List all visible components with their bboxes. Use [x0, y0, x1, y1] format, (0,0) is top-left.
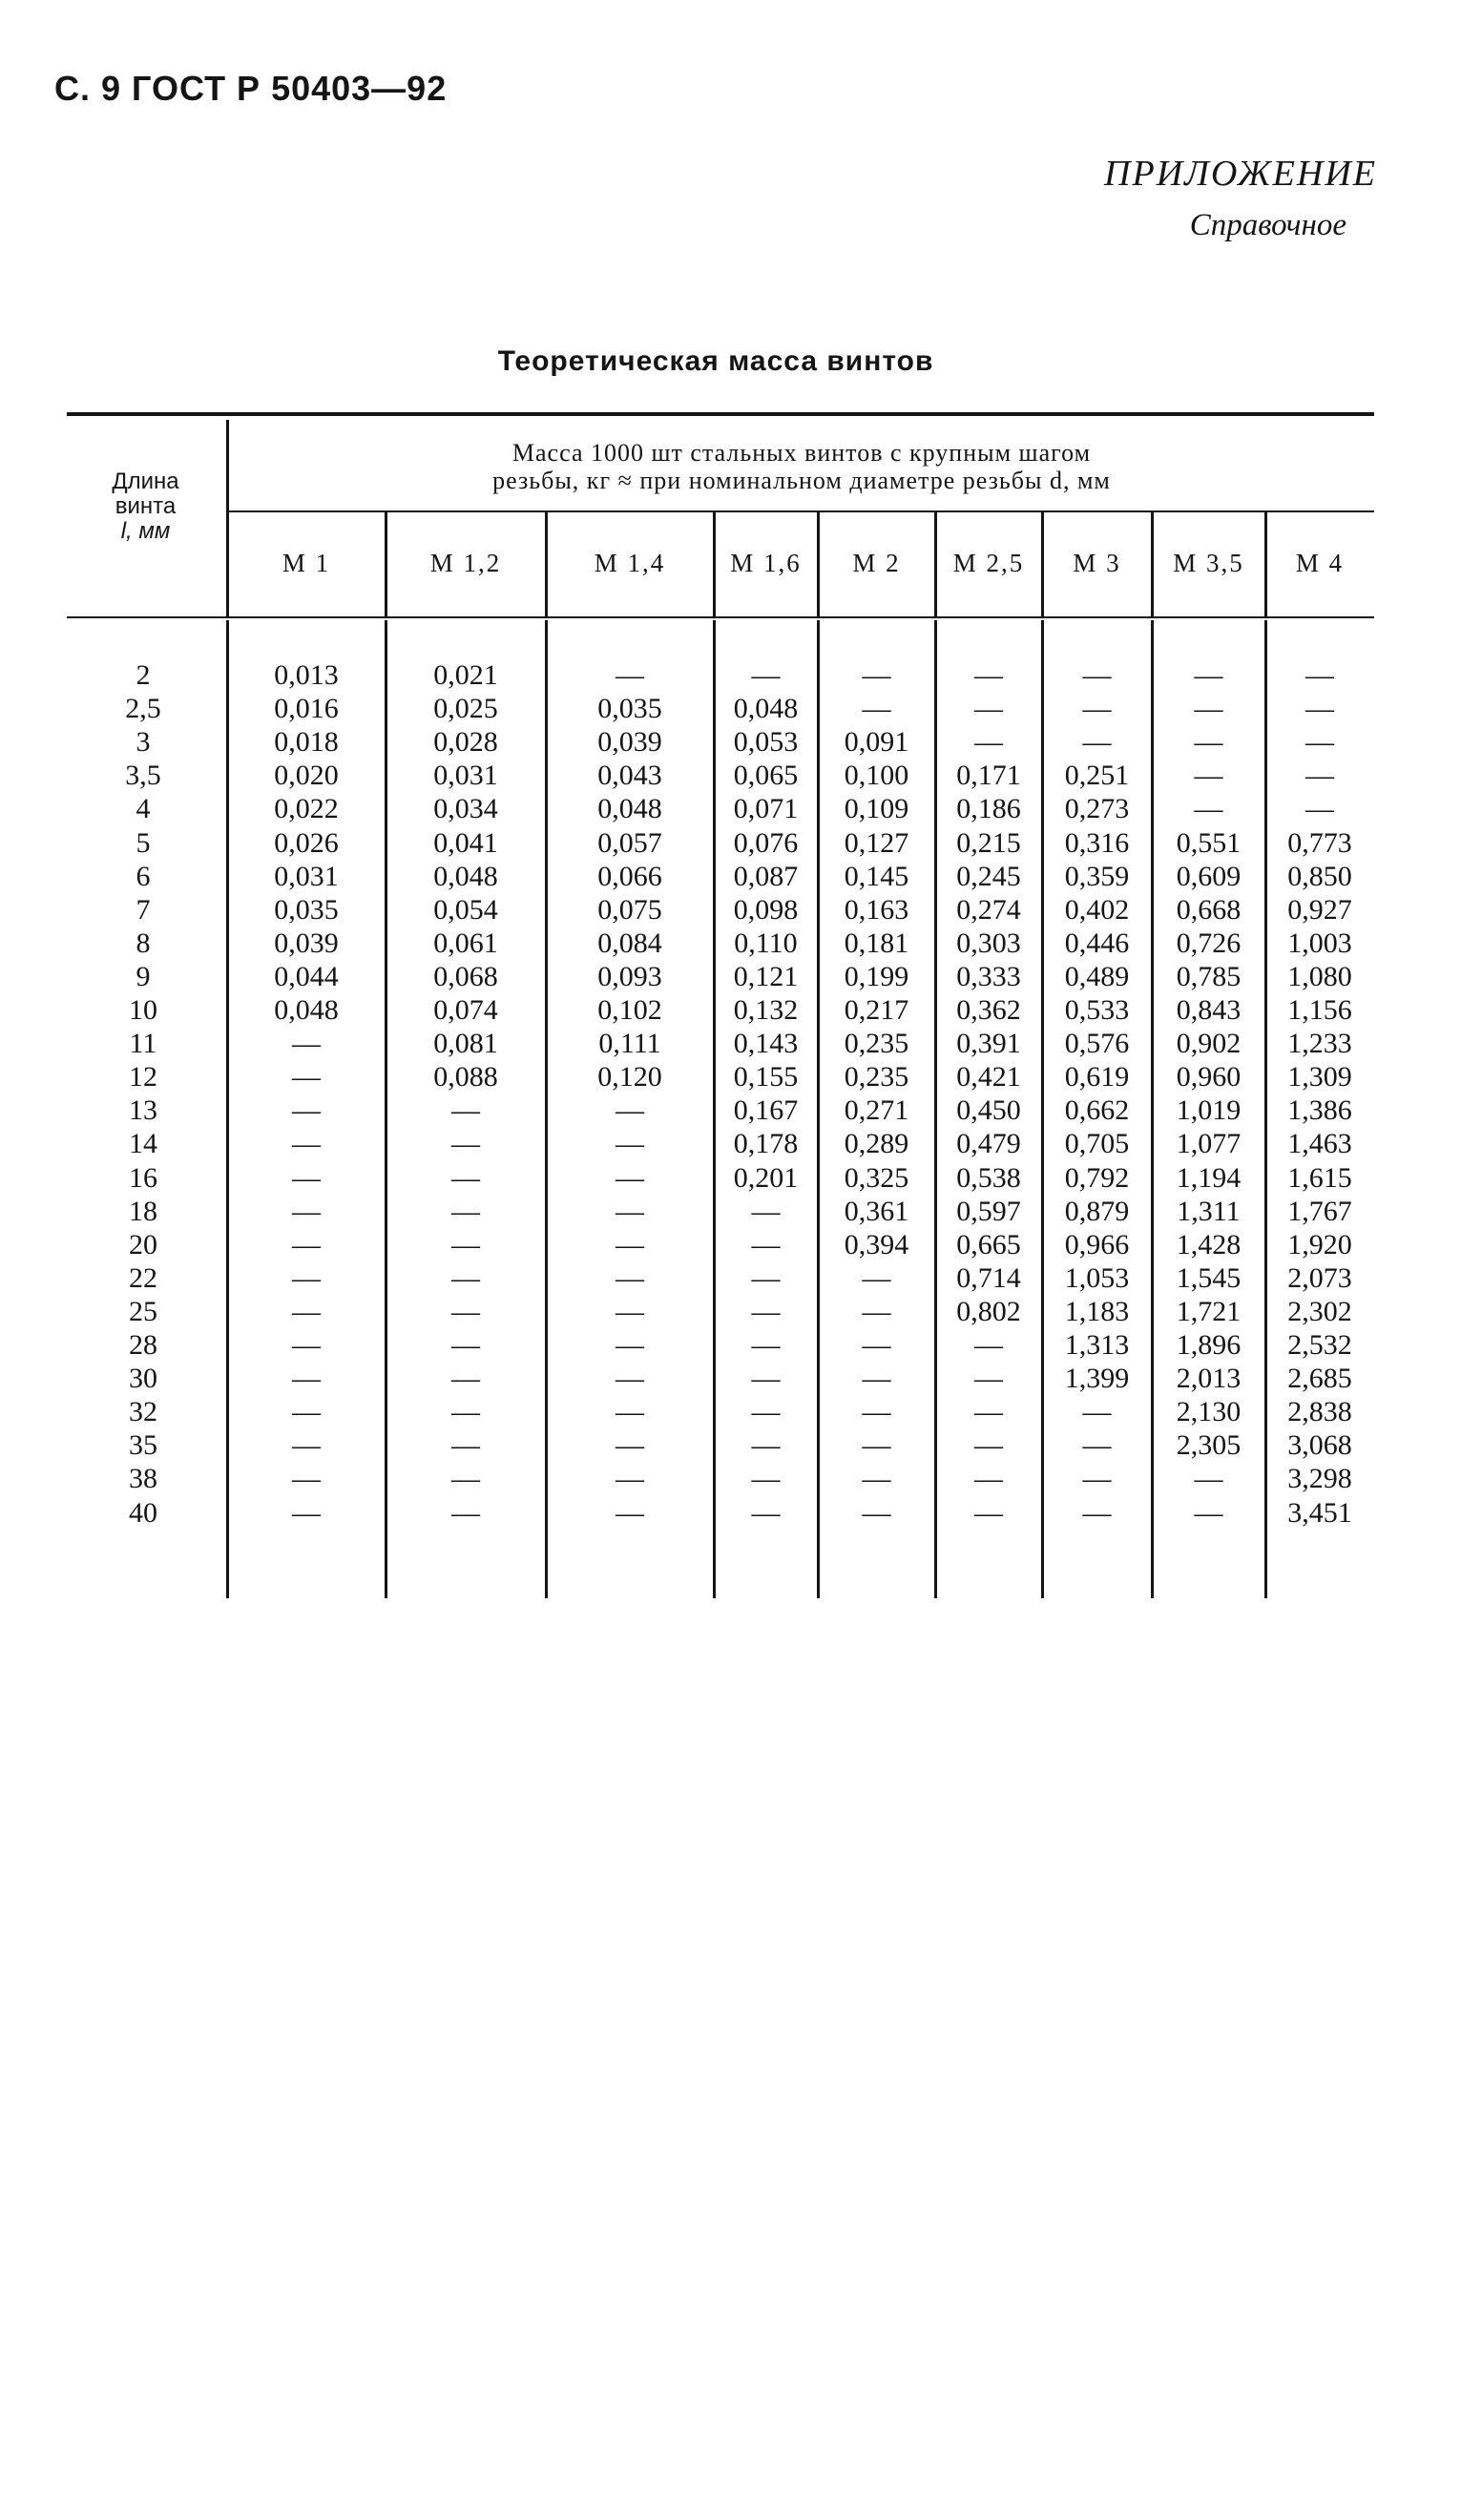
mass-cell: 1,896	[1176, 1329, 1242, 1361]
mass-cell: —	[616, 1295, 644, 1327]
length-cell: 7	[136, 893, 151, 926]
mass-cell: 0,538	[956, 1161, 1021, 1194]
length-header	[76, 469, 215, 544]
mass-cell: —	[451, 1128, 480, 1160]
mass-cell: —	[451, 1228, 480, 1260]
mass-cell: 1,545	[1176, 1261, 1242, 1294]
mass-cell: 2,302	[1287, 1295, 1352, 1327]
mass-cell: 0,034	[433, 793, 498, 825]
mass-cell: 0,109	[844, 793, 909, 825]
length-cell: 32	[129, 1396, 157, 1428]
column-header: М 2,5	[952, 549, 1025, 577]
mass-cell: 1,309	[1287, 1061, 1352, 1093]
mass-cell: 3,298	[1287, 1463, 1352, 1495]
mass-cell: 0,394	[844, 1228, 909, 1260]
header-column-divider	[713, 512, 716, 616]
mass-cell: 0,035	[597, 693, 662, 725]
mass-caption	[229, 439, 1374, 494]
mass-cell: —	[974, 726, 1003, 759]
length-cell: 5	[136, 826, 151, 859]
mass-cell: 1,428	[1176, 1228, 1242, 1260]
mass-cell: —	[616, 1496, 644, 1529]
mass-cell: 0,850	[1287, 860, 1352, 892]
mass-cell: 1,053	[1064, 1261, 1130, 1294]
mass-cell: 0,271	[844, 1094, 909, 1127]
mass-cell: —	[616, 1128, 644, 1160]
mass-cell: 0,726	[1176, 927, 1242, 959]
mass-cell: 0,044	[274, 960, 339, 992]
mass-cell: 1,920	[1287, 1228, 1352, 1260]
column-header: М 2	[852, 549, 901, 577]
mass-cell: 0,091	[844, 726, 909, 759]
mass-cell: —	[616, 1363, 644, 1395]
column-header: М 1,6	[730, 549, 802, 577]
mass-cell: 2,013	[1176, 1363, 1242, 1395]
mass-cell: 1,080	[1287, 960, 1352, 992]
table-title: Теоретическая масса винтов	[497, 345, 934, 377]
mass-cell: 0,098	[733, 893, 799, 926]
mass-cell: —	[292, 1028, 321, 1060]
mass-cell: —	[292, 1061, 321, 1093]
mass-cell: 0,031	[274, 860, 339, 892]
mass-cell: 0,235	[844, 1028, 909, 1060]
length-cell: 4	[136, 793, 151, 825]
length-cell: 9	[136, 960, 151, 992]
mass-cell: 0,043	[597, 760, 662, 792]
mass-cell: —	[1082, 726, 1112, 759]
mass-cell: 0,120	[597, 1061, 662, 1093]
mass-cell: 0,668	[1176, 893, 1242, 926]
mass-cell: 0,178	[733, 1128, 799, 1160]
mass-cell: —	[616, 1396, 644, 1428]
mass-cell: 1,386	[1287, 1094, 1352, 1127]
mass-cell: 0,163	[844, 893, 909, 926]
mass-cell: —	[1194, 693, 1223, 725]
mass-cell: 0,361	[844, 1195, 909, 1227]
mass-cell: 0,039	[597, 726, 662, 759]
mass-cell: 0,020	[274, 760, 339, 792]
mass-cell: —	[862, 1496, 891, 1529]
mass-cell: —	[292, 1094, 321, 1127]
appendix-subtitle: Справочное	[1189, 208, 1346, 242]
length-cell: 35	[129, 1429, 157, 1462]
mass-cell: 0,088	[433, 1061, 498, 1093]
mass-cell: 0,054	[433, 893, 498, 926]
mass-cell: 1,077	[1176, 1128, 1242, 1160]
mass-cell: —	[1082, 693, 1112, 725]
mass-cell: —	[292, 1329, 321, 1361]
mass-cell: 0,576	[1064, 1028, 1130, 1060]
mass-cell: —	[862, 1363, 891, 1395]
mass-cell: —	[862, 693, 891, 725]
mass-cell: 0,068	[433, 960, 498, 992]
mass-cell: —	[616, 1463, 644, 1495]
mass-cell: —	[862, 1429, 891, 1462]
mass-cell: 0,273	[1064, 793, 1130, 825]
mass-cell: —	[616, 1228, 644, 1260]
mass-cell: —	[974, 1463, 1003, 1495]
mass-cell: 0,402	[1064, 893, 1130, 926]
mass-cell: —	[751, 1363, 781, 1395]
mass-cell: —	[292, 1463, 321, 1495]
mass-cell: 0,110	[734, 927, 798, 959]
mass-cell: 0,533	[1064, 994, 1130, 1026]
mass-cell: 1,313	[1064, 1329, 1130, 1361]
mass-cell: 0,025	[433, 693, 498, 725]
mass-cell: 0,145	[844, 860, 909, 892]
mass-cell: —	[1194, 793, 1223, 825]
length-cell: 14	[129, 1128, 157, 1160]
mass-cell: 0,016	[274, 693, 339, 725]
mass-cell: —	[451, 1396, 480, 1428]
mass-cell: 0,362	[956, 994, 1021, 1026]
mass-cell: —	[974, 1496, 1003, 1529]
length-cell: 13	[129, 1094, 157, 1127]
mass-cell: —	[1305, 726, 1334, 759]
mass-cell: 1,194	[1176, 1161, 1242, 1194]
mass-cell: 1,615	[1287, 1161, 1352, 1194]
mass-cell: —	[451, 1329, 480, 1361]
mass-cell: 0,048	[733, 693, 799, 725]
mass-cell: —	[751, 1228, 781, 1260]
mass-cell: —	[862, 1261, 891, 1294]
mass-cell: —	[451, 1496, 480, 1529]
mass-cell: 0,217	[844, 994, 909, 1026]
mass-cell: —	[1082, 1429, 1112, 1462]
mass-cell: 0,132	[733, 994, 799, 1026]
mass-cell: —	[751, 1261, 781, 1294]
length-cell: 18	[129, 1195, 157, 1227]
mass-cell: 0,792	[1064, 1161, 1130, 1194]
mass-cell: 0,087	[733, 860, 799, 892]
mass-cell: 0,551	[1176, 826, 1242, 859]
mass-cell: —	[1082, 1396, 1112, 1428]
mass-cell: 0,102	[597, 994, 662, 1026]
mass-cell: —	[616, 1329, 644, 1361]
length-cell: 6	[136, 860, 151, 892]
mass-cell: 0,028	[433, 726, 498, 759]
mass-cell: —	[1305, 693, 1334, 725]
mass-cell: —	[974, 1329, 1003, 1361]
header-bottom-rule	[67, 616, 1374, 618]
mass-cell: 0,597	[956, 1195, 1021, 1227]
mass-cell: 0,843	[1176, 994, 1242, 1026]
mass-cell: 3,451	[1287, 1496, 1352, 1529]
length-cell: 2,5	[125, 693, 161, 725]
mass-cell: —	[451, 1295, 480, 1327]
mass-cell: 0,031	[433, 760, 498, 792]
mass-cell: —	[292, 1295, 321, 1327]
mass-cell: 0,199	[844, 960, 909, 992]
mass-cell: 0,966	[1064, 1228, 1130, 1260]
appendix-title: ПРИЛОЖЕНИЕ	[1104, 154, 1377, 194]
mass-cell: 0,215	[956, 826, 1021, 859]
mass-cell: 0,018	[274, 726, 339, 759]
mass-cell: 0,479	[956, 1128, 1021, 1160]
mass-cell: —	[292, 1228, 321, 1260]
length-cell: 38	[129, 1463, 157, 1495]
mass-caption-line: Масса 1000 шт стальных винтов с крупным шагом	[511, 439, 1092, 467]
mass-cell: 0,167	[733, 1094, 799, 1127]
mass-cell: 0,665	[956, 1228, 1021, 1260]
mass-cell: 2,130	[1176, 1396, 1242, 1428]
mass-cell: —	[862, 659, 891, 691]
mass-cell: 0,143	[733, 1028, 799, 1060]
mass-cell: 0,960	[1176, 1061, 1242, 1093]
length-cell: 11	[129, 1028, 157, 1060]
mass-cell: 0,071	[733, 793, 799, 825]
mass-cell: 0,714	[956, 1261, 1021, 1294]
mass-cell: —	[292, 1128, 321, 1160]
length-cell: 20	[129, 1228, 157, 1260]
mass-cell: 0,785	[1176, 960, 1242, 992]
header-column-divider	[817, 512, 820, 616]
mass-cell: 0,359	[1064, 860, 1130, 892]
mass-cell: —	[1194, 659, 1223, 691]
mass-cell: 2,685	[1287, 1363, 1352, 1395]
length-cell: 30	[129, 1363, 157, 1395]
mass-cell: —	[616, 1261, 644, 1294]
mass-cell: 0,186	[956, 793, 1021, 825]
mass-cell: —	[292, 1161, 321, 1194]
mass-cell: 1,156	[1287, 994, 1352, 1026]
mass-cell: 1,311	[1177, 1195, 1241, 1227]
mass-cell: —	[974, 693, 1003, 725]
mass-cell: —	[862, 1295, 891, 1327]
mass-cell: 0,245	[956, 860, 1021, 892]
page-header: С. 9 ГОСТ Р 50403—92	[54, 69, 448, 108]
column-header: М 1,4	[594, 549, 666, 577]
mass-cell: —	[616, 1161, 644, 1194]
mass-cell: 0,879	[1064, 1195, 1130, 1227]
mass-cell: 1,399	[1064, 1363, 1130, 1395]
header-column-divider	[1041, 512, 1044, 616]
mass-cell: 3,068	[1287, 1429, 1352, 1462]
mass-cell: —	[292, 1195, 321, 1227]
length-header-line: l, мм	[120, 518, 171, 544]
mass-cell: 0,274	[956, 893, 1021, 926]
mass-cell: 0,065	[733, 760, 799, 792]
mass-cell: 0,074	[433, 994, 498, 1026]
mass-cell: 0,489	[1064, 960, 1130, 992]
length-cell: 22	[129, 1261, 157, 1294]
header-column-divider	[934, 512, 937, 616]
mass-cell: 0,316	[1064, 826, 1130, 859]
length-cell: 10	[129, 994, 157, 1026]
mass-cell: 0,902	[1176, 1028, 1242, 1060]
length-cell: 16	[129, 1161, 157, 1194]
mass-cell: 0,802	[956, 1295, 1021, 1327]
mass-cell: 0,609	[1176, 860, 1242, 892]
mass-cell: 0,446	[1064, 927, 1130, 959]
mass-cell: 0,111	[598, 1028, 661, 1060]
mass-cell: —	[1194, 726, 1223, 759]
mass-cell: 0,155	[733, 1061, 799, 1093]
header-column-divider	[1264, 512, 1267, 616]
mass-cell: —	[751, 1195, 781, 1227]
mass-cell: 0,289	[844, 1128, 909, 1160]
mass-cell: —	[1194, 1463, 1223, 1495]
mass-cell: 1,019	[1176, 1094, 1242, 1127]
mass-cell: 0,773	[1287, 826, 1352, 859]
mass-cell: —	[1082, 659, 1112, 691]
mass-cell: —	[751, 659, 781, 691]
mass-cell: —	[1082, 1496, 1112, 1529]
mass-cell: —	[1305, 760, 1334, 792]
column-header: М 3	[1073, 549, 1121, 577]
mass-cell: 1,003	[1287, 927, 1352, 959]
header-column-divider	[226, 420, 229, 616]
mass-caption-line: резьбы, кг ≈ при номинальном диаметре резьбы d, мм	[492, 467, 1111, 494]
length-cell: 3,5	[125, 760, 161, 792]
header-column-divider	[1151, 512, 1154, 616]
mass-cell: 0,061	[433, 927, 498, 959]
mass-cell: 0,121	[733, 960, 799, 992]
mass-cell: —	[451, 1261, 480, 1294]
mass-cell: 0,075	[597, 893, 662, 926]
mass-cell: 0,705	[1064, 1128, 1130, 1160]
mass-cell: 2,532	[1287, 1329, 1352, 1361]
length-cell: 25	[129, 1295, 157, 1327]
mass-cell: —	[1305, 659, 1334, 691]
mass-cell: 0,022	[274, 793, 339, 825]
mass-cell: —	[616, 1195, 644, 1227]
mass-cell: 0,084	[597, 927, 662, 959]
mass-cell: —	[751, 1295, 781, 1327]
mass-cell: 0,093	[597, 960, 662, 992]
mass-cell: 0,450	[956, 1094, 1021, 1127]
mass-cell: 0,053	[733, 726, 799, 759]
mass-cell: 0,048	[433, 860, 498, 892]
mass-cell: 0,325	[844, 1161, 909, 1194]
mass-cell: —	[292, 1363, 321, 1395]
column-header: М 1	[282, 549, 331, 577]
column-header: М 3,5	[1173, 549, 1244, 577]
mass-cell: —	[616, 659, 644, 691]
mass-cell: 0,927	[1287, 893, 1352, 926]
mass-cell: 0,619	[1064, 1061, 1130, 1093]
mass-cell: 1,721	[1176, 1295, 1242, 1327]
mass-cell: —	[292, 1261, 321, 1294]
mass-cell: 0,100	[844, 760, 909, 792]
mass-cell: —	[451, 1195, 480, 1227]
mass-cell: —	[751, 1396, 781, 1428]
mass-cell: 1,463	[1287, 1128, 1352, 1160]
length-cell: 8	[136, 927, 151, 959]
mass-cell: 0,201	[733, 1161, 799, 1194]
mass-cell: 0,048	[597, 793, 662, 825]
mass-cell: 0,303	[956, 927, 1021, 959]
mass-cell: —	[974, 1429, 1003, 1462]
mass-cell: —	[862, 1329, 891, 1361]
mass-cell: 0,039	[274, 927, 339, 959]
mass-cell: —	[974, 1396, 1003, 1428]
mass-cell: 0,041	[433, 826, 498, 859]
mass-cell: —	[451, 1429, 480, 1462]
mass-cell: —	[751, 1429, 781, 1462]
mass-cell: 0,081	[433, 1028, 498, 1060]
mass-cell: —	[751, 1463, 781, 1495]
length-cell: 2	[136, 659, 151, 691]
mass-cell: 2,305	[1176, 1429, 1242, 1462]
mass-cell: —	[616, 1094, 644, 1127]
mass-cell: 0,013	[274, 659, 339, 691]
mass-cell: 0,048	[274, 994, 339, 1026]
mass-cell: 0,333	[956, 960, 1021, 992]
mass-cell: —	[292, 1396, 321, 1428]
mass-cell: —	[974, 1363, 1003, 1395]
mass-cell: 0,235	[844, 1061, 909, 1093]
length-cell: 12	[129, 1061, 157, 1093]
mass-cell: 0,127	[844, 826, 909, 859]
mass-cell: 2,838	[1287, 1396, 1352, 1428]
mass-cell: 0,026	[274, 826, 339, 859]
mass-cell: —	[1194, 760, 1223, 792]
length-cell: 3	[136, 726, 151, 759]
length-cell: 40	[129, 1496, 157, 1529]
mass-cell: —	[862, 1463, 891, 1495]
mass-cell: 1,767	[1287, 1195, 1352, 1227]
column-header: М 1,2	[429, 549, 502, 577]
mass-cell: —	[292, 1496, 321, 1529]
mass-cell: 1,233	[1287, 1028, 1352, 1060]
mass-cell: —	[292, 1429, 321, 1462]
mass-cell: —	[451, 1161, 480, 1194]
mass-cell: 1,183	[1064, 1295, 1130, 1327]
mass-cell: 0,057	[597, 826, 662, 859]
header-column-divider	[545, 512, 548, 616]
mass-cell: —	[751, 1329, 781, 1361]
mass-cell: 0,066	[597, 860, 662, 892]
mass-cell: 0,021	[433, 659, 498, 691]
mass-cell: 0,421	[956, 1061, 1021, 1093]
mass-cell: 0,391	[956, 1028, 1021, 1060]
mass-cell: —	[862, 1396, 891, 1428]
header-column-divider	[385, 512, 387, 616]
header-inner-rule	[227, 510, 1374, 512]
mass-cell: 0,076	[733, 826, 799, 859]
table-top-rule	[67, 412, 1374, 416]
mass-cell: —	[451, 1094, 480, 1127]
mass-cell: —	[1082, 1463, 1112, 1495]
mass-cell: 0,171	[956, 760, 1021, 792]
mass-cell: —	[751, 1496, 781, 1529]
mass-cell: —	[1194, 1496, 1223, 1529]
mass-cell: 0,251	[1064, 760, 1130, 792]
length-header-line: Длина	[112, 469, 179, 494]
column-header: М 4	[1295, 549, 1345, 577]
mass-cell: 0,662	[1064, 1094, 1130, 1127]
mass-cell: —	[451, 1463, 480, 1495]
mass-cell: —	[974, 659, 1003, 691]
mass-cell: 0,181	[844, 927, 909, 959]
mass-cell: 0,035	[274, 893, 339, 926]
length-header-line: винта	[115, 493, 177, 519]
mass-cell: —	[451, 1363, 480, 1395]
length-cell: 28	[129, 1329, 157, 1361]
mass-cell: —	[1305, 793, 1334, 825]
mass-cell: —	[616, 1429, 644, 1462]
mass-cell: 2,073	[1287, 1261, 1352, 1294]
